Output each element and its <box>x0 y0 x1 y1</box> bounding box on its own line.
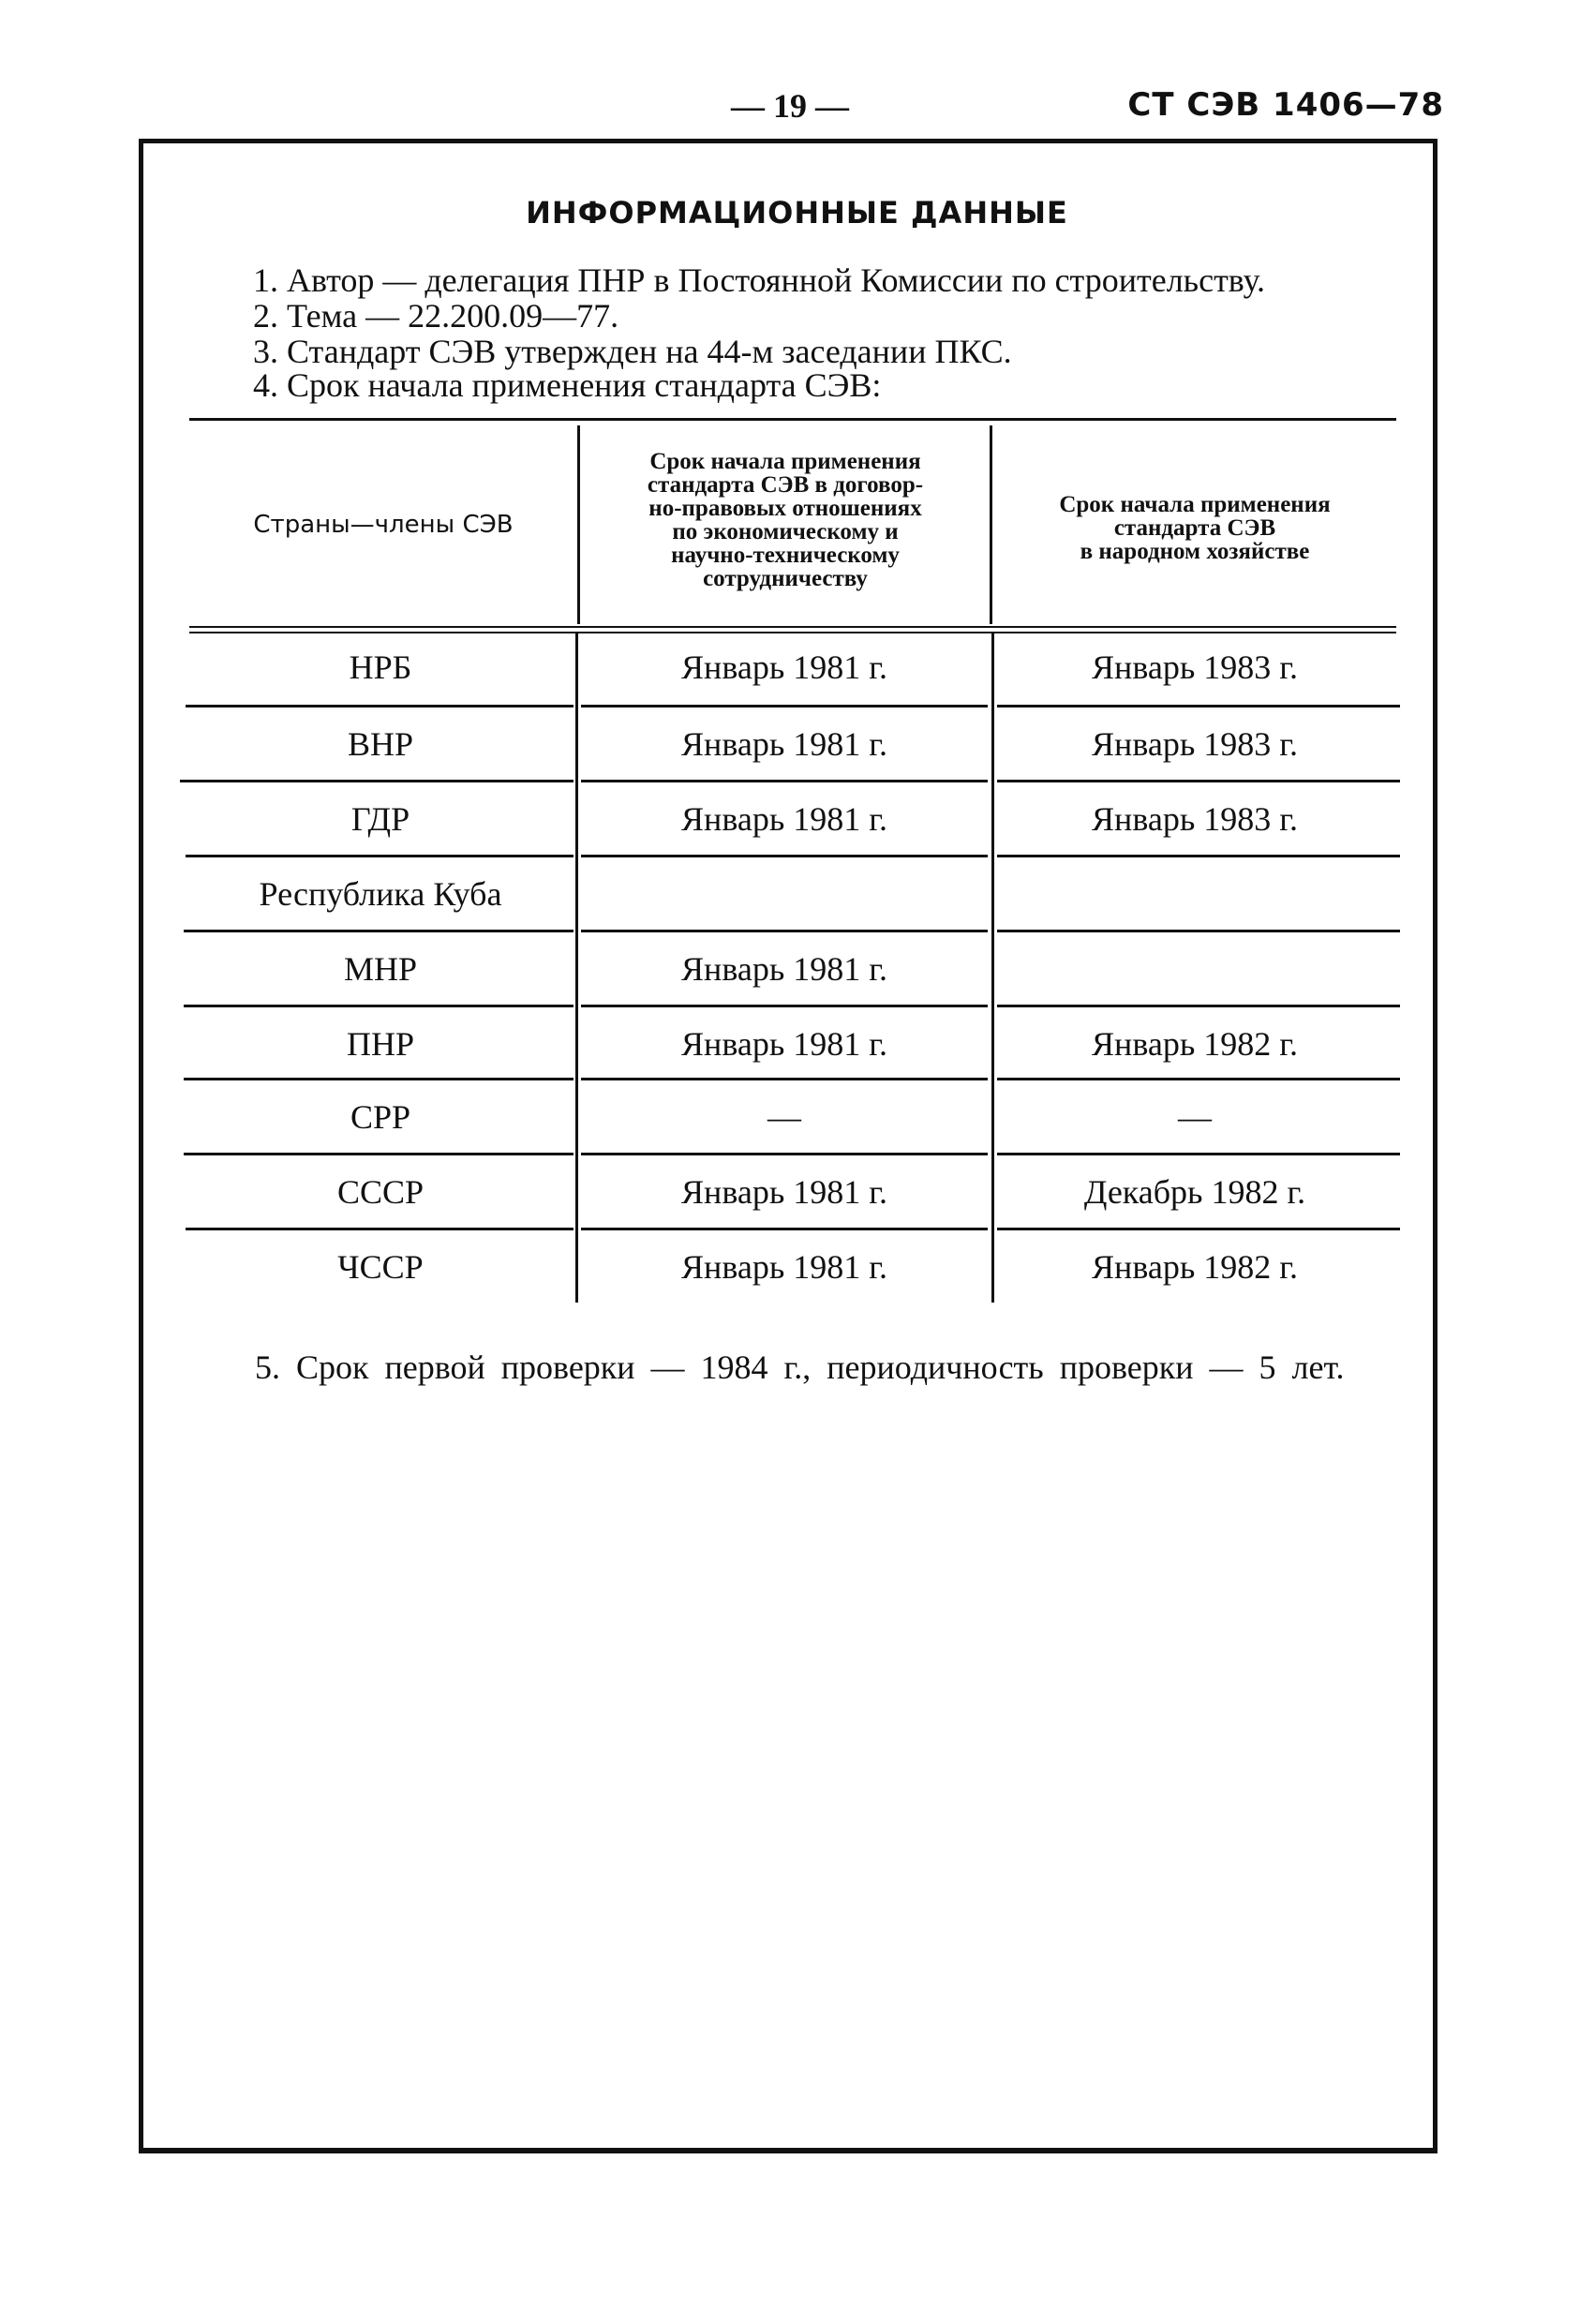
header-economy-line: в народном хозяйстве <box>1080 539 1310 564</box>
section-title: ИНФОРМАЦИОННЫЕ ДАННЫЕ <box>526 195 1068 231</box>
header-countries: Страны—члены СЭВ <box>253 511 514 539</box>
standard-code: СТ СЭВ 1406—78 <box>1127 86 1444 124</box>
economy-term-cell: Декабрь 1982 г. <box>1083 1173 1306 1211</box>
country-cell: НРБ <box>349 648 412 686</box>
contract-term-cell: Январь 1981 г. <box>681 950 887 988</box>
economy-term-cell: — <box>1178 1098 1212 1136</box>
contract-term-cell: Январь 1981 г. <box>681 1173 887 1211</box>
list-item-review: 5. Срок первой проверки — 1984 г., периодичность проверки — 5 лет. <box>255 1348 1345 1386</box>
header-divider-1 <box>577 425 580 624</box>
header-economy-term <box>993 493 1396 563</box>
contract-term-cell: Январь 1981 г. <box>681 1025 887 1063</box>
header-economy-line: стандарта СЭВ <box>1113 515 1276 541</box>
table-row <box>184 931 1398 1006</box>
header-contract-line: по экономическому и <box>672 519 899 544</box>
header-contract-line: стандарта СЭВ в договор- <box>647 472 924 498</box>
header-contract-line: научно-техническому <box>671 543 900 568</box>
list-item-approval: 3. Стандарт СЭВ утвержден на 44-м заседании ПКС. <box>253 333 1012 370</box>
contract-term-cell <box>577 857 991 931</box>
contract-term-cell: Январь 1981 г. <box>681 800 887 838</box>
contract-term-cell: — <box>767 1098 801 1136</box>
header-contract-line: Срок начала применения <box>649 449 921 474</box>
header-divider-2 <box>990 425 992 624</box>
list-item-topic: 2. Тема — 22.200.09—77. <box>253 297 619 335</box>
header-contract-term <box>581 450 990 590</box>
country-cell: СРР <box>350 1098 411 1136</box>
header-contract-line: сотрудничеству <box>703 566 868 591</box>
economy-term-cell <box>991 857 1398 931</box>
table-row <box>184 1229 1398 1304</box>
contract-term-cell: Январь 1981 г. <box>681 648 887 686</box>
country-cell: Республика Куба <box>259 875 502 913</box>
economy-term-cell: Январь 1982 г. <box>1092 1248 1298 1286</box>
economy-term-cell: Январь 1982 г. <box>1092 1025 1298 1063</box>
country-cell: ПНР <box>346 1025 415 1063</box>
table-top-rule <box>189 418 1396 421</box>
table-row <box>184 707 1398 782</box>
economy-term-cell: Январь 1983 г. <box>1092 800 1298 838</box>
list-item-start-term: 4. Срок начала применения стандарта СЭВ: <box>253 366 882 404</box>
country-cell: ВНР <box>347 725 414 763</box>
country-cell: ГДР <box>350 800 410 838</box>
economy-term-cell: Январь 1983 г. <box>1092 648 1298 686</box>
page-number: — 19 — <box>731 87 849 125</box>
country-cell: МНР <box>343 950 418 988</box>
table-row <box>184 1006 1398 1081</box>
table-row <box>184 782 1398 857</box>
economy-term-cell <box>991 931 1398 1006</box>
contract-term-cell: Январь 1981 г. <box>681 1248 887 1286</box>
list-item-author: 1. Автор — делегация ПНР в Постоянной Комиссии по строительству. <box>253 261 1265 299</box>
table-row <box>184 630 1398 705</box>
country-cell: СССР <box>336 1173 425 1211</box>
country-cell: ЧССР <box>337 1248 424 1286</box>
contract-term-cell: Январь 1981 г. <box>681 725 887 763</box>
header-economy-line: Срок начала применения <box>1059 492 1331 517</box>
table-row <box>184 1155 1398 1229</box>
header-contract-line: но-правовых отношениях <box>648 496 922 521</box>
table-row <box>184 857 1398 931</box>
economy-term-cell: Январь 1983 г. <box>1092 725 1298 763</box>
table-row <box>184 1080 1398 1155</box>
